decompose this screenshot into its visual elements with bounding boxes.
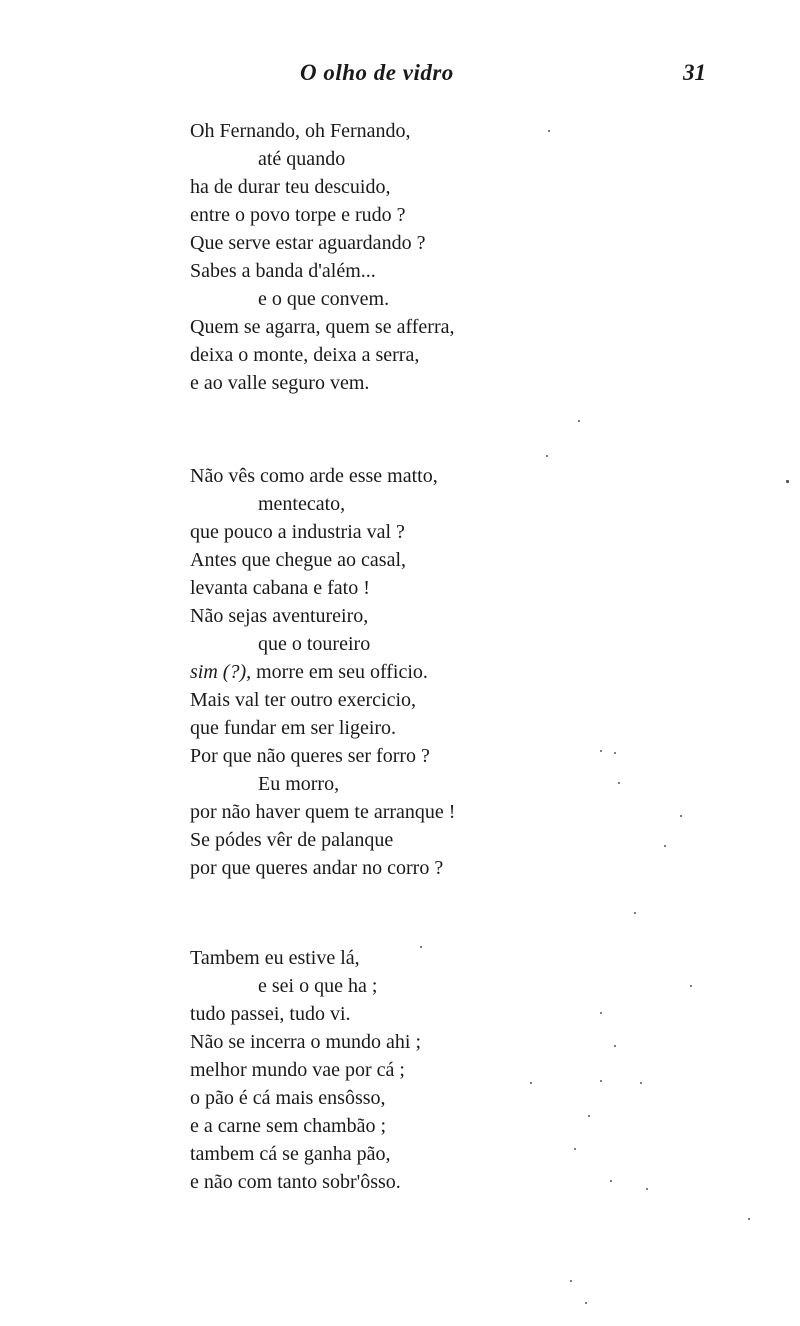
scan-speck	[530, 1082, 532, 1084]
stanza-1	[190, 117, 610, 397]
scan-speck	[614, 1045, 616, 1047]
scan-speck	[546, 455, 548, 457]
verse-line: mentecato,	[258, 493, 346, 515]
verse-line: entre o povo torpe e rudo ?	[190, 204, 406, 226]
verse-line: e o que convem.	[258, 288, 390, 310]
scan-speck	[748, 1218, 750, 1220]
scan-speck	[690, 985, 692, 987]
verse-line: por não haver quem te arranque !	[190, 801, 456, 823]
verse-line: que o toureiro	[258, 633, 371, 655]
scan-speck	[574, 1148, 576, 1150]
verse-line: Se pódes vêr de palanque	[190, 829, 394, 851]
scan-speck	[680, 815, 682, 817]
verse-line: Antes que chegue ao casal,	[190, 549, 407, 571]
scan-speck	[640, 1082, 642, 1084]
verse-line: e a carne sem chambão ;	[190, 1115, 387, 1137]
scan-speck	[570, 1280, 572, 1282]
verse-line: que fundar em ser ligeiro.	[190, 717, 397, 739]
verse-line: levanta cabana e fato !	[190, 577, 370, 599]
verse-line: e não com tanto sobr'ôsso.	[190, 1171, 401, 1193]
verse-line: deixa o monte, deixa a serra,	[190, 344, 420, 366]
scan-speck	[614, 752, 616, 754]
verse-line: que pouco a industria val ?	[190, 521, 405, 543]
verse-line: Eu morro,	[258, 773, 340, 795]
verse-line: Quem se agarra, quem se afferra,	[190, 316, 455, 338]
scan-speck	[786, 480, 789, 483]
scan-speck	[610, 1180, 612, 1182]
stanza-2	[190, 462, 610, 882]
scan-speck	[585, 1302, 587, 1304]
scan-speck	[578, 420, 580, 422]
stanza-3	[190, 944, 610, 1196]
verse-line: por que queres andar no corro ?	[190, 857, 444, 879]
verse-line: e ao valle seguro vem.	[190, 372, 370, 394]
scan-speck	[600, 1080, 602, 1082]
scan-speck	[548, 130, 550, 132]
scan-speck	[646, 1188, 648, 1190]
verse-line: Não sejas aventureiro,	[190, 605, 369, 627]
verse-line: Não vês como arde esse matto,	[190, 465, 438, 487]
verse-line: Não se incerra o mundo ahi ;	[190, 1031, 422, 1053]
verse-line: Oh Fernando, oh Fernando,	[190, 120, 411, 142]
scan-speck	[588, 1115, 590, 1117]
scan-speck	[420, 946, 422, 948]
scan-speck	[600, 1012, 602, 1014]
verse-line: Sabes a banda d'além...	[190, 260, 376, 282]
verse-line: melhor mundo vae por cá ;	[190, 1059, 405, 1081]
verse-emphasis: sim (?),	[190, 661, 252, 683]
scan-speck	[600, 750, 602, 752]
verse-line: e sei o que ha ;	[258, 975, 378, 997]
running-title: O olho de vidro	[300, 60, 454, 85]
verse-line: tambem cá se ganha pão,	[190, 1143, 391, 1165]
verse-line: o pão é cá mais ensôsso,	[190, 1087, 386, 1109]
verse-line: ha de durar teu descuido,	[190, 176, 391, 198]
scan-speck	[634, 912, 636, 914]
scan-speck	[618, 782, 620, 784]
verse-line: Tambem eu estive lá,	[190, 947, 360, 969]
verse-line: Que serve estar aguardando ?	[190, 232, 426, 254]
verse-line: Por que não queres ser forro ?	[190, 745, 430, 767]
verse-text: morre em seu officio.	[256, 661, 428, 683]
verse-line: Mais val ter outro exercicio,	[190, 689, 417, 711]
verse-line: até quando	[258, 148, 346, 170]
verse-line: tudo passei, tudo vi.	[190, 1003, 351, 1025]
verse-line	[190, 658, 610, 686]
scan-speck	[664, 845, 666, 847]
page-number: 31	[683, 60, 706, 85]
